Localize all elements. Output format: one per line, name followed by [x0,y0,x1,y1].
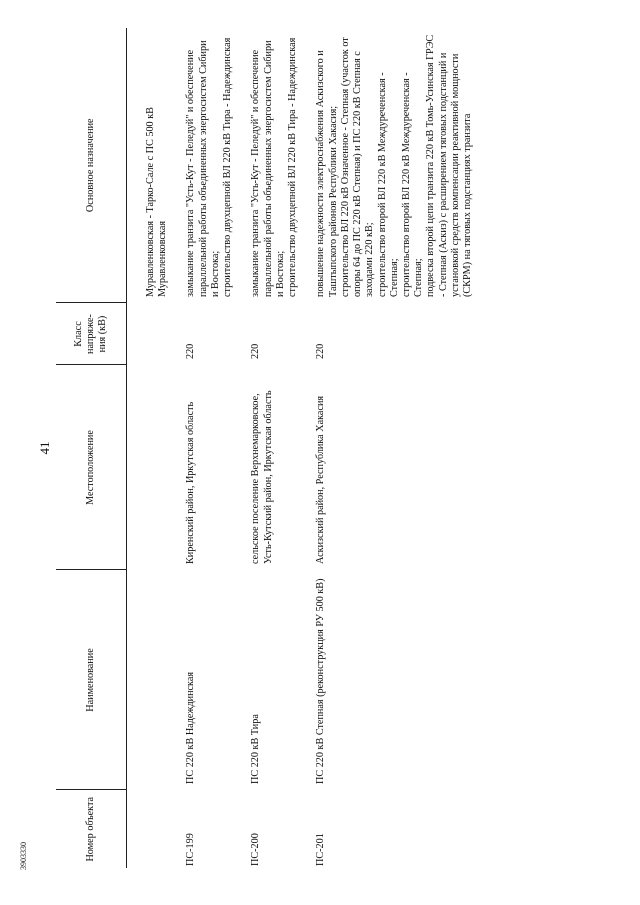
header-location: Местоположение [56,365,127,570]
row-number: ПС-200 [250,833,262,866]
row-name: ПС 220 кВ Надеждинская [185,671,197,784]
row-number: ПС-201 [315,833,327,866]
row-location: Аскизский район, Республика Хакасия [315,395,327,564]
header-voltage: Класс напряже-ния (кВ) [56,303,127,365]
row-name: ПС 220 кВ Степная (реконструкция РУ 500 кВ) [315,578,327,784]
table-row [179,28,244,868]
row-voltage: 220 [315,343,327,359]
spacer-row [127,28,140,868]
row-location: сельское поселение Верхнемарковское, Усть-Кутский район, Иркутская область [250,390,274,564]
table-row-continuation [139,28,179,868]
objects-table [56,28,484,868]
table-header-row [56,28,127,868]
continuation-purpose: Муравленковская - Тарко-Сале с ПС 500 кВ Муравленковская [145,107,169,297]
row-purpose: повышение надежности электроснабжения Аскизского и Таштыпского районов Республики Хакасия; строительство ВЛ 220 кВ Означенное - Степная (участок от опоры 64 до ПС 220 кВ Степная) и ПС 220 кВ Степная с заходами 220 кВ; строительство второй ВЛ 220 кВ Междуреченская - Степная; строительство второй ВЛ 220 кВ Междуреченская - Степная; подвеска второй цепи транзита 220 кВ Томь-Усинская ГРЭС - Степная (Аскиз) с расширением тяговых подстанций и установкой средств компенсации реактивной мощности (СКРМ) на тяговых подстанциях транзита [315,34,474,297]
header-purpose: Основное назначение [56,28,127,303]
header-number: Номер объекта [56,790,127,868]
row-number: ПС-199 [185,833,197,866]
row-voltage: 220 [185,343,197,359]
table-row [309,28,484,868]
row-name: ПС 220 кВ Тира [250,714,262,784]
row-location: Киренский район, Иркутская область [185,401,197,564]
row-purpose: замыкание транзита "Усть-Кут - Пеледуй" и обеспечение параллельной работы объединенных энергосистем Сибири и Востока; строительство двухцепной ВЛ 220 кВ Тира - Надеждинская [250,37,299,297]
page-number: 41 [37,441,52,455]
rotated-table-area [56,28,586,868]
header-name: Наименование [56,570,127,790]
document-code: 3903330 [19,842,28,870]
table-row [244,28,309,868]
row-voltage: 220 [250,343,262,359]
row-purpose: замыкание транзита "Усть-Кут - Пеледуй" и обеспечение параллельной работы объединенных энергосистем Сибири и Востока; строительство двухцепной ВЛ 220 кВ Тира - Надеждинская [185,37,234,297]
